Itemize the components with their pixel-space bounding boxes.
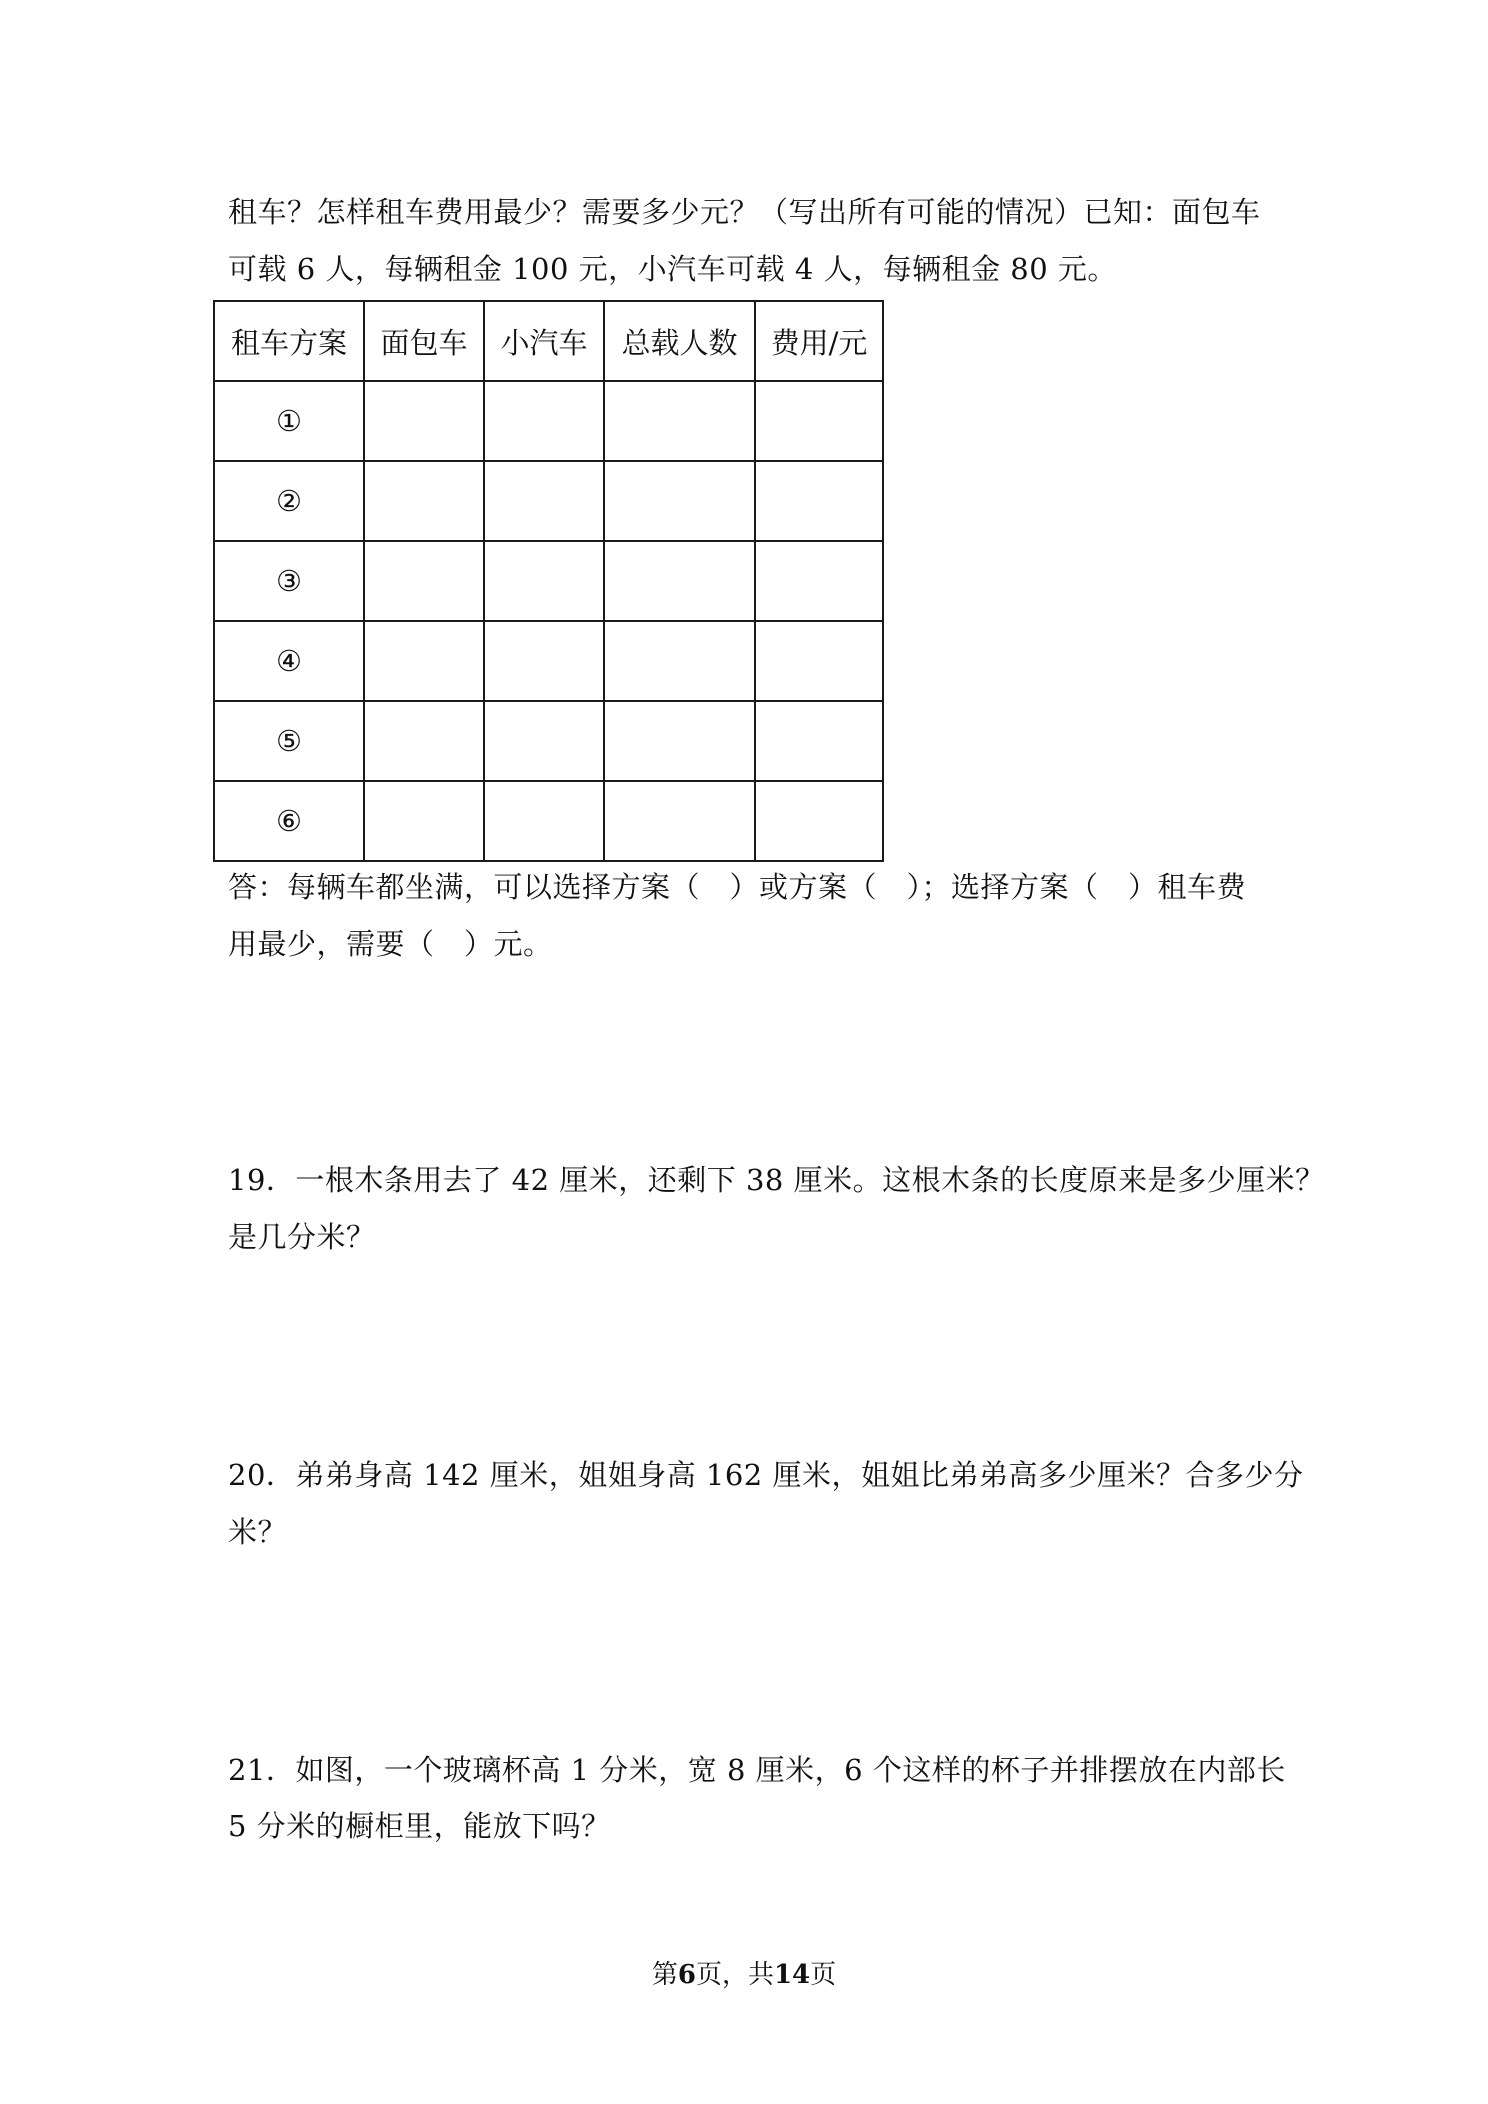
plan-number: ⑤	[214, 701, 364, 781]
q18-answer-line-2: 用最少，需要（ ）元。	[228, 927, 553, 961]
footer-suffix: 页	[810, 1960, 837, 1990]
q20-text-line-1: 20．弟弟身高 142 厘米，姐姐身高 162 厘米，姐姐比弟弟高多少厘米？合多少分	[228, 1458, 1304, 1492]
q18-text-line-1: 租车？怎样租车费用最少？需要多少元？（写出所有可能的情况）已知：面包车	[228, 195, 1261, 229]
header-cost: 费用/元	[755, 301, 883, 381]
empty-cell	[484, 461, 604, 541]
footer-middle: 页，共	[695, 1960, 774, 1990]
empty-cell	[364, 541, 484, 621]
empty-cell	[364, 621, 484, 701]
rental-plan-table	[213, 300, 884, 862]
empty-cell	[755, 381, 883, 461]
table-row	[214, 381, 883, 461]
empty-cell	[364, 781, 484, 861]
empty-cell	[484, 781, 604, 861]
plan-number: ③	[214, 541, 364, 621]
q21-text-line-2: 5 分米的橱柜里，能放下吗？	[228, 1809, 611, 1843]
q21-text-line-1: 21．如图，一个玻璃杯高 1 分米，宽 8 厘米，6 个这样的杯子并排摆放在内部长	[228, 1753, 1286, 1787]
header-car: 小汽车	[484, 301, 604, 381]
q20-text-line-2: 米？	[228, 1515, 288, 1549]
empty-cell	[755, 621, 883, 701]
empty-cell	[604, 461, 755, 541]
footer-page-number: 6	[677, 1960, 696, 1990]
empty-cell	[755, 541, 883, 621]
table-row	[214, 621, 883, 701]
footer-prefix: 第	[651, 1960, 678, 1990]
page-footer	[0, 1957, 1488, 1993]
empty-cell	[755, 461, 883, 541]
plan-number: ⑥	[214, 781, 364, 861]
empty-cell	[604, 621, 755, 701]
table-row	[214, 461, 883, 541]
q18-text-line-2: 可载 6 人，每辆租金 100 元，小汽车可载 4 人，每辆租金 80 元。	[228, 252, 1117, 286]
q18-answer-line-1: 答：每辆车都坐满，可以选择方案（ ）或方案（ ）；选择方案（ ）租车费	[228, 870, 1247, 904]
plan-number: ①	[214, 381, 364, 461]
empty-cell	[364, 461, 484, 541]
header-plan: 租车方案	[214, 301, 364, 381]
table-row	[214, 541, 883, 621]
empty-cell	[364, 381, 484, 461]
empty-cell	[755, 701, 883, 781]
empty-cell	[364, 701, 484, 781]
empty-cell	[604, 701, 755, 781]
header-total-capacity: 总载人数	[604, 301, 755, 381]
empty-cell	[484, 381, 604, 461]
header-van: 面包车	[364, 301, 484, 381]
table-row	[214, 701, 883, 781]
empty-cell	[484, 621, 604, 701]
q19-text-line-1: 19．一根木条用去了 42 厘米，还剩下 38 厘米。这根木条的长度原来是多少厘米？	[228, 1163, 1325, 1197]
footer-total-pages: 14	[773, 1960, 811, 1990]
q19-text-line-2: 是几分米？	[228, 1220, 376, 1254]
empty-cell	[755, 781, 883, 861]
empty-cell	[604, 541, 755, 621]
empty-cell	[604, 781, 755, 861]
plan-number: ②	[214, 461, 364, 541]
empty-cell	[604, 381, 755, 461]
table-header-row	[214, 301, 883, 381]
table-row	[214, 781, 883, 861]
empty-cell	[484, 701, 604, 781]
plan-number: ④	[214, 621, 364, 701]
empty-cell	[484, 541, 604, 621]
